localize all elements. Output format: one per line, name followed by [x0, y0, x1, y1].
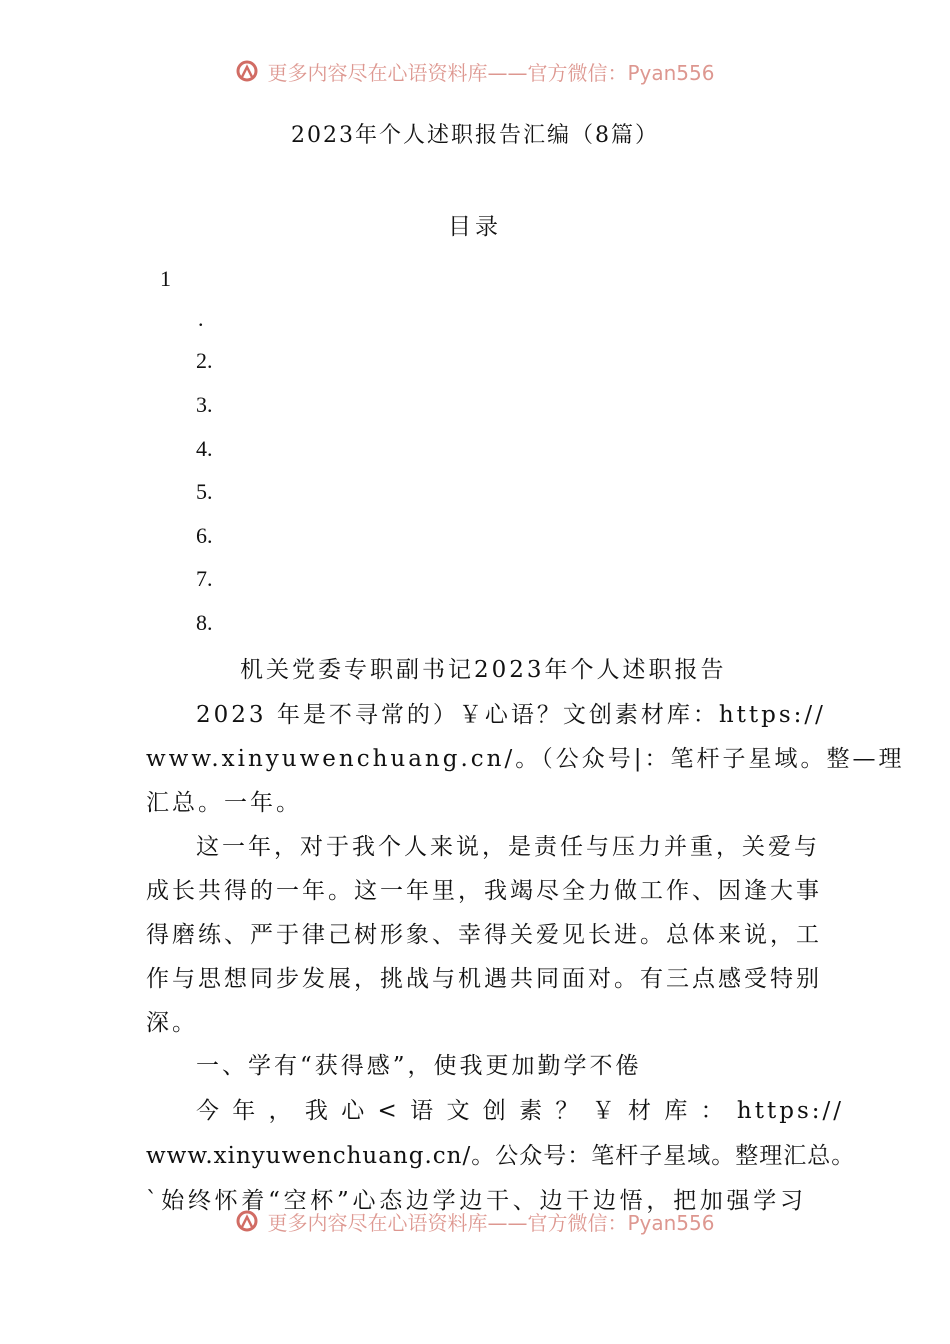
paragraph-line: www.xinyuwenchuang.cn/。（公众号|：笔杆子星域。整—理	[146, 746, 905, 772]
watermark-bottom	[0, 1206, 950, 1236]
toc-item: .	[198, 306, 204, 331]
document-title: 2023年个人述职报告汇编（8篇）	[291, 123, 659, 148]
paragraph-line: 深。	[146, 1010, 198, 1036]
toc-item: 1	[160, 266, 171, 291]
watermark-top	[0, 56, 950, 86]
toc-item: 4.	[196, 436, 213, 461]
paragraph-line: `始终怀着“空杯”心态边学边干、边干边悟，把加强学习	[146, 1188, 806, 1214]
toc-item: 6.	[196, 523, 213, 548]
watermark-text: 更多内容尽在心语资料库——官方微信：Pyan556	[267, 60, 715, 85]
paragraph-line: 得磨练、严于律己树形象、幸得关爱见长进。总体来说，工	[146, 922, 822, 948]
paragraph-line: 2023 年是不寻常的）￥心语？文创素材库：https://	[196, 702, 826, 728]
paragraph-line: www.xinyuwenchuang.cn/。公众号：笔杆子星域。整理汇总。	[146, 1143, 856, 1169]
toc-item: 3.	[196, 392, 213, 417]
toc-heading: 目录	[448, 214, 502, 240]
toc-item: 7.	[196, 566, 213, 591]
watermark-logo-icon	[235, 1209, 259, 1233]
paragraph-line: 成长共得的一年。这一年里，我竭尽全力做工作、因逢大事	[146, 878, 822, 904]
watermark-logo-icon	[235, 59, 259, 83]
paragraph-line: 今 年 ， 我 心 < 语 文 创 素 ？ ￥ 材 库 ： https://	[196, 1098, 845, 1124]
paragraph-line: 汇总。一年。	[146, 790, 302, 816]
section-heading: 一、学有“获得感”，使我更加勤学不倦	[196, 1053, 642, 1079]
section-title: 机关党委专职副书记2023年个人述职报告	[240, 657, 727, 683]
toc-item: 8.	[196, 610, 213, 635]
toc-item: 5.	[196, 479, 213, 504]
toc-item: 2.	[196, 348, 213, 373]
paragraph-line: 这一年，对于我个人来说，是责任与压力并重，关爱与	[196, 834, 820, 860]
watermark-text: 更多内容尽在心语资料库——官方微信：Pyan556	[267, 1210, 715, 1235]
paragraph-line: 作与思想同步发展，挑战与机遇共同面对。有三点感受特别	[146, 966, 822, 992]
